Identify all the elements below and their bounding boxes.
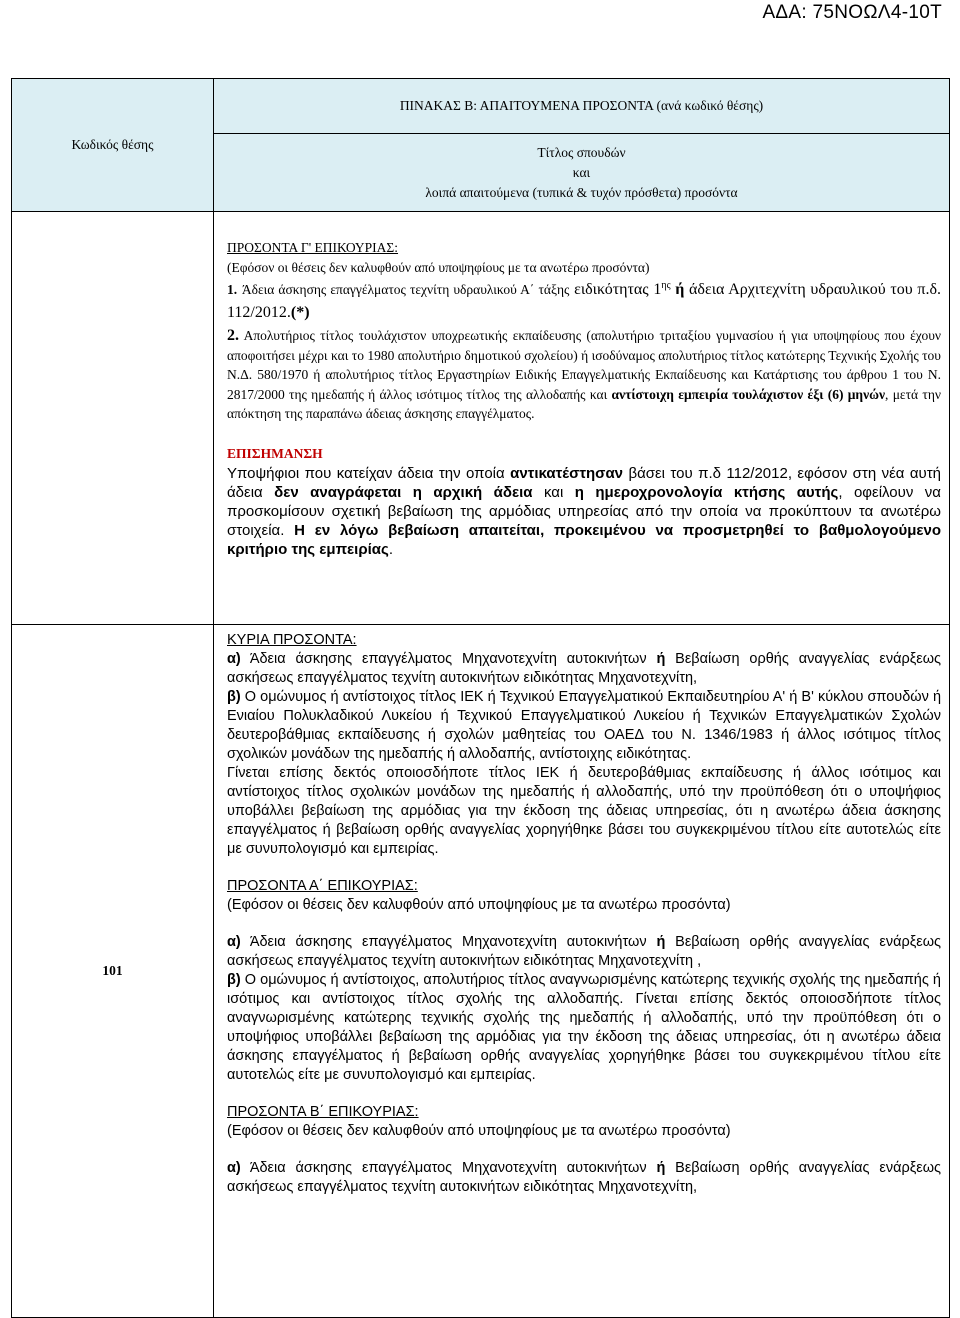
quals-header-cell <box>214 134 950 212</box>
gamma-heading: ΠΡΟΣΟΝΤΑ Γ' ΕΠΙΚΟΥΡΙΑΣ: <box>227 240 399 255</box>
main-heading: ΚΥΡΙΑ ΠΡΟΣΟΝΤΑ: <box>227 632 357 648</box>
quals-header-line1: Τίτλος σπουδών <box>537 144 626 160</box>
gamma-quals-cell <box>214 212 950 625</box>
alpha-item-b: β) Ο ομώνυμος ή αντίστοιχος, απολυτήριος τίτλος αναγνωρισμένης κατώτερης τεχνικής σχολής της ημεδαπής ή ισότιμος και αντίστοιχος τίτλος σχολής της αλλοδαπής. Γίνεται επίσης δεκτός οποιοσδήποτε τίτλος αναγνωρισμένης κατώτερης τεχνικής σχολής της ημεδαπής ή αλλοδαπής, υπό την προϋπόθεση ότι ο υποψήφιος υποβάλλει βεβαίωση της αρμόδιας για την έκδοση της άδειας υπηρεσίας, ότι η ανωτέρω άδεια άσκησης επαγγέλματος ή βεβαίωση ορθής αναγγελίας χορηγήθηκε βάσει του συγκεκριμένου τίτλου είτε αυτοτελώς είτε με συνυπολογισμό και εμπειρίας. <box>227 972 941 1083</box>
gamma-item-2: 2. Απολυτήριος τίτλος τουλάχιστον υποχρεωτικής εκπαίδευσης (απολυτήριο τριταξίου γυμνασίου ή για υποψηφίους που έχουν αποφοιτήσει μέχρι και το 1980 απολυτήριο δημοτικού σχολείου) ή ισοδύναμος απολυτήριος τίτλος κατώτερης Τεχνικής Σχολής του Ν.Δ. 580/1970 ή απολυτήριος τίτλος Εργαστηρίων Ειδικής Επαγγελματικής Εκπαίδευσης και Κατάρτισης του άρθρου 1 του Ν. 2817/2000 της ημεδαπής ή άλλος ισότιμος τίτλος της αλλοδαπής και αντίστοιχη εμπειρία τουλάχιστον έξι (6) μηνών, μετά την απόκτηση της παραπάνω άδειας άσκησης επαγγέλματος. <box>227 327 941 421</box>
notice-text: Υποψήφιοι που κατείχαν άδεια την οποία αντικατέστησαν βάσει του π.δ 112/2012, εφόσον στη νέα αυτή άδεια δεν αναγράφεται η αρχική άδεια και η ημεροχρονολογία κτήσης αυτής, οφείλουν να προσκομίσουν σχετική βεβαίωση της αρμόδιας υπηρεσίας από την οποία να προκύπτουν τα ανωτέρω στοιχεία. Η εν λόγω βεβαίωση απαιτείται, προκειμένου να προσμετρηθεί το βαθμολογούμενο κριτήριο της εμπειρίας. <box>227 464 942 558</box>
ada-watermark: ΑΔΑ: 75ΝΟΩΛ4-10Τ <box>762 2 942 23</box>
beta-item-a: α) Άδεια άσκησης επαγγέλματος Μηχανοτεχνίτη αυτοκινήτων ή Βεβαίωση ορθής αναγγελίας ενάρξεως ασκήσεως επαγγέλματος τεχνίτη αυτοκινήτων ειδικότητας Μηχανοτεχνίτη, <box>227 1160 941 1195</box>
beta-note: (Εφόσον οι θέσεις δεν καλυφθούν από υποψηφίους με τα ανωτέρω προσόντα) <box>227 1123 731 1139</box>
main-item-a: α) Άδεια άσκησης επαγγέλματος Μηχανοτεχνίτη αυτοκινήτων ή Βεβαίωση ορθής αναγγελίας ενάρξεως ασκήσεως επαγγέλματος τεχνίτη αυτοκινήτων ειδικότητας Μηχανοτεχνίτη, <box>227 651 941 686</box>
main-extra: Γίνεται επίσης δεκτός οποιοσδήποτε τίτλος ΙΕΚ ή δευτεροβάθμιας εκπαίδευσης ή άλλος ισότιμος και αντίστοιχος τίτλος σχολικών μονάδων της ημεδαπής ή αλλοδαπής, υπό την προϋπόθεση ότι ο υποψήφιος υποβάλλει βεβαίωση της αρμόδιας για την έκδοση της άδειας υπηρεσίας, ότι η ανωτέρω άδεια άσκησης επαγγέλματος ή βεβαίωση ορθής αναγγελίας χορηγήθηκε βάσει του συγκεκριμένου τίτλου είτε αυτοτελώς είτε με συνυπολογισμό και εμπειρίας. <box>227 765 941 857</box>
code-cell-101 <box>12 625 214 1318</box>
requirements-table <box>11 78 950 1318</box>
position-code: 101 <box>102 963 123 978</box>
alpha-note: (Εφόσον οι θέσεις δεν καλυφθούν από υποψηφίους με τα ανωτέρω προσόντα) <box>227 897 731 913</box>
notice-heading: ΕΠΙΣΗΜΑΝΣΗ <box>227 445 323 461</box>
main-item-b: β) Ο ομώνυμος ή αντίστοιχος τίτλος ΙΕΚ ή Τεχνικού Επαγγελματικού Εκπαιδευτηρίου Α' ή Β' κύκλου σπουδών ή Ενιαίου Πολυκλαδικού Λυκείου ή Τεχνικού Επαγγελματικού Λυκείου ή Τεχνικών Επαγγελματικών Σχολών δευτεροβάθμιας εκπαίδευσης ή σχολών μαθητείας του ΟΑΕΔ του Ν. 1346/1983 ή άλλος ισότιμος τίτλος σχολικών μονάδων της ημεδαπής ή αλλοδαπής, αντίστοιχης ειδικότητας. <box>227 689 942 762</box>
table-title-cell <box>214 79 950 134</box>
alpha-heading: ΠΡΟΣΟΝΤΑ Α΄ ΕΠΙΚΟΥΡΙΑΣ: <box>227 878 418 894</box>
code-cell-empty <box>12 212 214 625</box>
quals-cell-101 <box>214 625 950 1318</box>
code-header-cell <box>12 79 214 212</box>
code-column-header: Κωδικός θέσης <box>71 137 154 152</box>
gamma-item-1: 1. Άδεια άσκησης επαγγέλματος τεχνίτη υδραυλικού Α΄ τάξης ειδικότητας $1^{\eta\varsigma}$ ή άδεια Αρχιτεχνίτη υδραυλικού του π.δ. 112/2012.(*) <box>227 280 942 321</box>
gamma-note: (Εφόσον οι θέσεις δεν καλυφθούν από υποψηφίους με τα ανωτέρω προσόντα) <box>227 260 650 275</box>
quals-header-line3: λοιπά απαιτούμενα (τυπικά & τυχόν πρόσθετα) προσόντα <box>425 184 738 200</box>
table-title: ΠΙΝΑΚΑΣ Β: ΑΠΑΙΤΟΥΜΕΝΑ ΠΡΟΣΟΝΤΑ (ανά κωδικό θέσης) <box>399 98 764 114</box>
alpha-item-a: α) Άδεια άσκησης επαγγέλματος Μηχανοτεχνίτη αυτοκινήτων ή Βεβαίωση ορθής αναγγελίας ενάρξεως ασκήσεως επαγγέλματος τεχνίτη αυτοκινήτων ειδικότητας Μηχανοτεχνίτη , <box>227 934 941 969</box>
beta-heading: ΠΡΟΣΟΝΤΑ Β΄ ΕΠΙΚΟΥΡΙΑΣ: <box>227 1104 419 1120</box>
quals-header-line2: και <box>572 164 591 180</box>
